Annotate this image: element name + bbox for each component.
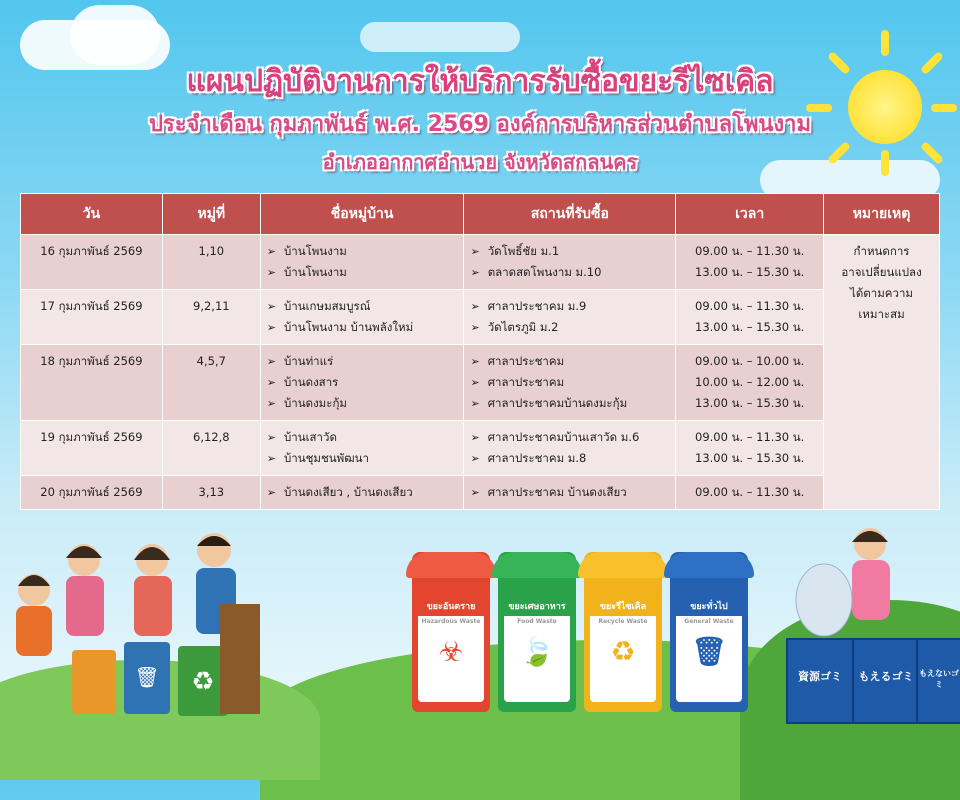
bin-label: 資源ゴミ bbox=[798, 670, 842, 683]
small-bin bbox=[786, 638, 854, 724]
hazard-icon: ☣ bbox=[438, 635, 464, 668]
food-icon: 🍃 bbox=[519, 635, 555, 668]
time-cell bbox=[676, 235, 824, 290]
time-item: 13.00 น. – 15.30 น. bbox=[695, 451, 805, 465]
village-cell bbox=[260, 476, 464, 510]
day-cell: 16 กุมภาพันธ์ 2569 bbox=[21, 235, 163, 290]
time-item: 09.00 น. – 11.30 น. bbox=[695, 430, 805, 444]
time-item: 13.00 น. – 15.30 น. bbox=[695, 396, 805, 410]
bin-label: ขยะอันตราย bbox=[418, 596, 484, 616]
header-time: เวลา bbox=[676, 194, 824, 235]
time-cell bbox=[676, 476, 824, 510]
table-row bbox=[21, 421, 940, 476]
village-item: ➢ บ้านโพนงาม bbox=[267, 241, 458, 262]
place-item: ➢ ศาลาประชาคม bbox=[470, 351, 669, 372]
place-item: ➢ ศาลาประชาคม bbox=[470, 372, 669, 393]
schedule-table bbox=[20, 193, 940, 510]
time-item: 13.00 น. – 15.30 น. bbox=[695, 320, 805, 334]
moo-cell: 6,12,8 bbox=[162, 421, 260, 476]
table-row bbox=[21, 290, 940, 345]
village-item: ➢ บ้านเกษมสมบูรณ์ bbox=[267, 296, 458, 317]
bin-label: ขยะทั่วไป bbox=[676, 596, 742, 616]
header-moo: หมู่ที่ bbox=[162, 194, 260, 235]
place-item: ➢ ศาลาประชาคม ม.8 bbox=[470, 448, 669, 469]
family-sorting-waste-illustration bbox=[0, 520, 260, 720]
bin-label: ขยะเศษอาหาร bbox=[504, 596, 570, 616]
table-row bbox=[21, 345, 940, 421]
note-line: อาจเปลี่ยนแปลง bbox=[841, 265, 922, 279]
place-item: ➢ ศาลาประชาคม บ้านดงเสียว bbox=[470, 482, 669, 503]
day-cell: 20 กุมภาพันธ์ 2569 bbox=[21, 476, 163, 510]
day-cell: 19 กุมภาพันธ์ 2569 bbox=[21, 421, 163, 476]
bin-label-en: Food Waste bbox=[517, 618, 557, 625]
table-header-row bbox=[21, 194, 940, 235]
small-bin bbox=[852, 638, 920, 724]
village-cell bbox=[260, 421, 464, 476]
day-cell: 18 กุมภาพันธ์ 2569 bbox=[21, 345, 163, 421]
village-item: ➢ บ้านดงมะกุ้ม bbox=[267, 393, 458, 414]
place-cell bbox=[464, 476, 676, 510]
header-day: วัน bbox=[21, 194, 163, 235]
place-cell bbox=[464, 421, 676, 476]
bin-label: もえないゴミ bbox=[919, 669, 959, 689]
header-place: สถานที่รับซื้อ bbox=[464, 194, 676, 235]
place-cell bbox=[464, 345, 676, 421]
village-item: ➢ บ้านดงเสียว , บ้านดงเสียว bbox=[267, 482, 458, 503]
table-row bbox=[21, 235, 940, 290]
place-item: ➢ วัดไตรภูมิ ม.2 bbox=[470, 317, 669, 338]
time-item: 09.00 น. – 11.30 น. bbox=[695, 244, 805, 258]
place-item: ➢ วัดโพธิ์ชัย ม.1 bbox=[470, 241, 669, 262]
bin-label: ขยะรีไซเคิล bbox=[590, 596, 656, 616]
header-village: ชื่อหมู่บ้าน bbox=[260, 194, 464, 235]
village-cell bbox=[260, 290, 464, 345]
moo-cell: 1,10 bbox=[162, 235, 260, 290]
note-cell bbox=[824, 235, 940, 510]
village-item: ➢ บ้านโพนงาม บ้านพลังใหม่ bbox=[267, 317, 458, 338]
village-item: ➢ บ้านเสาวัด bbox=[267, 427, 458, 448]
place-item: ➢ ศาลาประชาคมบ้านดงมะกุ้ม bbox=[470, 393, 669, 414]
village-cell bbox=[260, 345, 464, 421]
moo-cell: 4,5,7 bbox=[162, 345, 260, 421]
page-subtitle: ประจำเดือน กุมภาพันธ์ พ.ศ. 2569 องค์การบริหารส่วนตำบลโพนงาม bbox=[148, 112, 812, 137]
time-item: 13.00 น. – 15.30 น. bbox=[695, 265, 805, 279]
note-line: เหมาะสม bbox=[858, 307, 905, 321]
recycle-icon: ♻ bbox=[610, 635, 636, 668]
note-line: ได้ตามความ bbox=[850, 286, 913, 300]
place-item: ➢ ตลาดสดโพนงาม ม.10 bbox=[470, 262, 669, 283]
time-cell bbox=[676, 421, 824, 476]
bin-label-en: General Waste bbox=[684, 618, 734, 625]
bin-label-en: Recycle Waste bbox=[598, 618, 648, 625]
village-item: ➢ บ้านชุมชนพัฒนา bbox=[267, 448, 458, 469]
village-item: ➢ บ้านดงสาร bbox=[267, 372, 458, 393]
place-cell bbox=[464, 290, 676, 345]
time-item: 10.00 น. – 12.00 น. bbox=[695, 375, 805, 389]
time-cell bbox=[676, 290, 824, 345]
recycle-waste-bin bbox=[584, 552, 662, 712]
trash-icon: 🗑 bbox=[691, 635, 727, 668]
time-cell bbox=[676, 345, 824, 421]
small-bin bbox=[916, 638, 960, 724]
time-item: 09.00 น. – 11.30 น. bbox=[695, 485, 805, 499]
place-item: ➢ ศาลาประชาคมบ้านเสาวัด ม.6 bbox=[470, 427, 669, 448]
table-row bbox=[21, 476, 940, 510]
village-cell bbox=[260, 235, 464, 290]
village-item: ➢ บ้านโพนงาม bbox=[267, 262, 458, 283]
header-note: หมายเหตุ bbox=[824, 194, 940, 235]
note-line: กำหนดการ bbox=[853, 244, 910, 258]
place-cell bbox=[464, 235, 676, 290]
moo-cell: 3,13 bbox=[162, 476, 260, 510]
page-title: แผนปฏิบัติงานการให้บริการรับซื้อขยะรีไซเคิล bbox=[186, 64, 774, 99]
svg-text:♻: ♻ bbox=[191, 667, 215, 697]
village-item: ➢ บ้านท่าแร่ bbox=[267, 351, 458, 372]
time-item: 09.00 น. – 10.00 น. bbox=[695, 354, 805, 368]
place-item: ➢ ศาลาประชาคม ม.9 bbox=[470, 296, 669, 317]
food-waste-bin bbox=[498, 552, 576, 712]
svg-text:🗑: 🗑 bbox=[134, 665, 160, 689]
moo-cell: 9,2,11 bbox=[162, 290, 260, 345]
time-item: 09.00 น. – 11.30 น. bbox=[695, 299, 805, 313]
cloud bbox=[360, 22, 520, 52]
cloud bbox=[70, 5, 160, 65]
page-subtitle-location: อำเภออากาศอำนวย จังหวัดสกลนคร bbox=[322, 150, 638, 174]
hazardous-waste-bin bbox=[412, 552, 490, 712]
woman-with-bag-illustration bbox=[790, 520, 910, 650]
bin-label: もえるゴミ bbox=[858, 670, 914, 683]
general-waste-bin bbox=[670, 552, 748, 712]
bin-label-en: Hazardous Waste bbox=[421, 618, 481, 625]
day-cell: 17 กุมภาพันธ์ 2569 bbox=[21, 290, 163, 345]
